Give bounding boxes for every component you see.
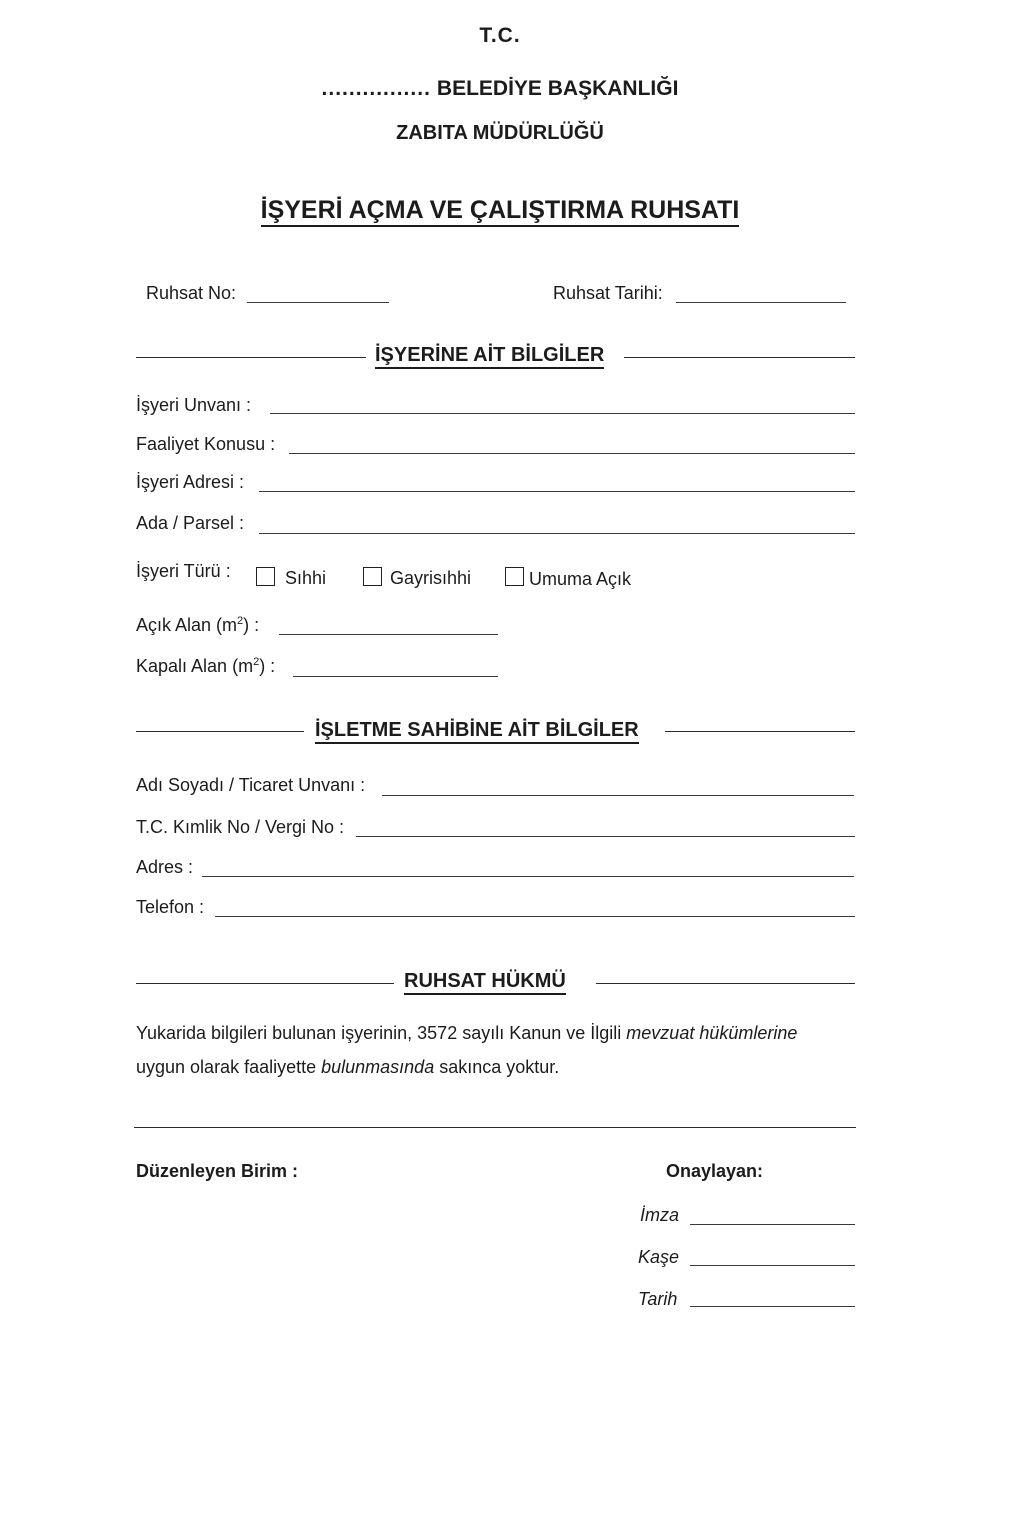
tarih-field[interactable]: [690, 1306, 855, 1307]
ada-parsel-label: Ada / Parsel :: [136, 513, 245, 533]
imza-field[interactable]: [690, 1224, 855, 1225]
faaliyet-konusu-label: Faaliyet Konusu :: [136, 434, 276, 454]
section-rule-left: [136, 731, 304, 732]
tarih-label: Tarih: [638, 1289, 678, 1309]
isyeri-unvani-label: İşyeri Unvanı :: [136, 395, 252, 415]
header-belediye: [0, 77, 1000, 101]
sahip-adres-label: Adres :: [136, 857, 194, 877]
gayrisihhi-checkbox[interactable]: [363, 567, 382, 586]
sahip-adres-field[interactable]: [202, 876, 854, 877]
footer-divider: [134, 1127, 856, 1128]
section-rule-left: [136, 983, 394, 984]
tc-kimlik-label: T.C. Kımlik No / Vergi No :: [136, 817, 345, 837]
telefon-field[interactable]: [215, 916, 855, 917]
umuma-acik-label: Umuma Açık: [529, 569, 632, 589]
sihhi-label: Sıhhi: [285, 568, 327, 588]
kapali-alan-label: Kapalı Alan $(m^2)$ :: [136, 656, 276, 676]
ruhsat-no-field[interactable]: [247, 302, 389, 303]
onaylayan-label: Onaylayan:: [666, 1161, 764, 1181]
adi-soyadi-label: Adı Soyadı / Ticaret Unvanı :: [136, 775, 366, 795]
document-title: İŞYERİ AÇMA VE ÇALIŞTIRMA RUHSATI: [0, 196, 1000, 225]
hukum-paragraph: [136, 1016, 856, 1084]
isyeri-adresi-label: İşyeri Adresi :: [136, 472, 245, 492]
isyeri-unvani-field[interactable]: [270, 413, 855, 414]
hukum-line-2: uygun olarak faaliyette bulunmasında sakınca yoktur.: [136, 1057, 560, 1077]
hukum-line-1: Yukarida bilgileri bulunan işyerinin, 3572 sayılı Kanun ve İlgili mevzuat hükümlerine: [136, 1023, 798, 1043]
municipality-placeholder-dots: ................: [321, 77, 431, 100]
ruhsat-no-label: Ruhsat No:: [146, 283, 237, 303]
section-title-isyeri: İŞYERİNE AİT BİLGİLER: [375, 344, 604, 367]
section-rule-right: [596, 983, 855, 984]
acik-alan-field[interactable]: [279, 634, 498, 635]
acik-alan-label: Açık Alan $(m^2)$ :: [136, 615, 260, 635]
telefon-label: Telefon :: [136, 897, 205, 917]
ruhsat-tarihi-label: Ruhsat Tarihi:: [553, 283, 663, 303]
section-rule-left: [136, 357, 366, 358]
section-title-sahip: İŞLETME SAHİBİNE AİT BİLGİLER: [315, 719, 639, 742]
section-title-hukum: RUHSAT HÜKMÜ: [404, 970, 566, 993]
header-tc: T.C.: [479, 24, 521, 47]
section-rule-right: [665, 731, 855, 732]
section-rule-right: [624, 357, 855, 358]
isyeri-adresi-field[interactable]: [259, 491, 855, 492]
header-zabita: ZABITA MÜDÜRLÜĞÜ: [396, 122, 604, 144]
umuma-acik-checkbox[interactable]: [505, 567, 524, 586]
duzenleyen-birim-label: Düzenleyen Birim :: [136, 1161, 299, 1181]
imza-label: İmza: [640, 1205, 680, 1225]
sihhi-checkbox[interactable]: [256, 567, 275, 586]
tc-kimlik-field[interactable]: [356, 836, 855, 837]
kase-label: Kaşe: [638, 1247, 680, 1267]
adi-soyadi-field[interactable]: [382, 795, 854, 796]
kapali-alan-field[interactable]: [293, 676, 498, 677]
ruhsat-tarihi-field[interactable]: [676, 302, 846, 303]
isyeri-turu-label: İşyeri Türü :: [136, 561, 231, 581]
kase-field[interactable]: [690, 1265, 855, 1266]
ada-parsel-field[interactable]: [259, 533, 855, 534]
belediye-text: BELEDİYE BAŞKANLIĞI: [436, 77, 679, 100]
gayrisihhi-label: Gayrisıhhi: [390, 568, 472, 588]
faaliyet-konusu-field[interactable]: [289, 453, 855, 454]
